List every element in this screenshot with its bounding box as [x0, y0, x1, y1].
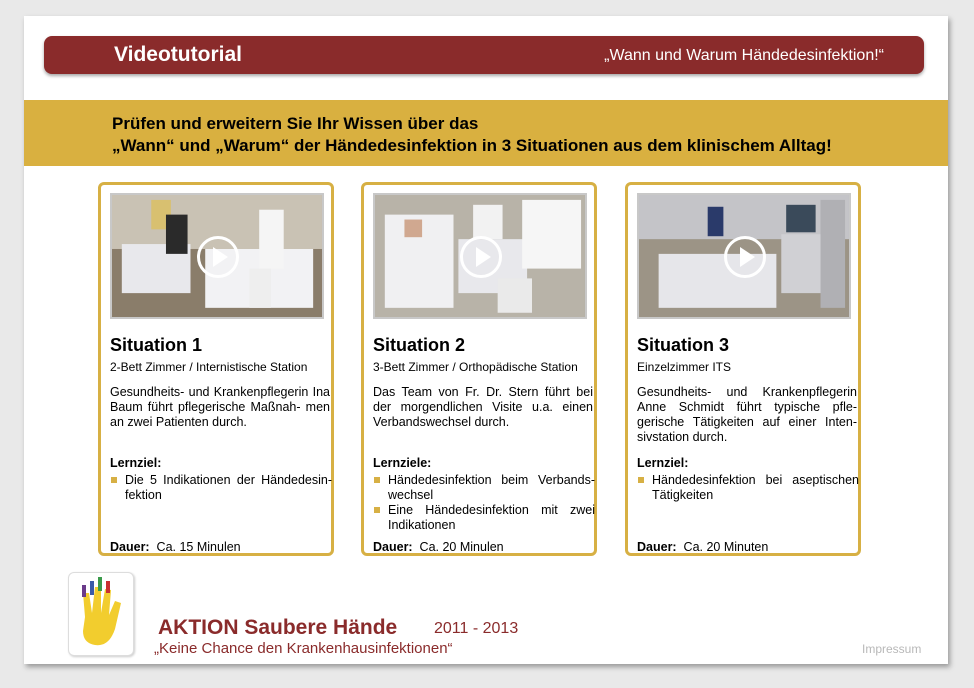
goal-list [373, 473, 595, 533]
situation-description: Gesundheits- und Krankenpflegerin Anne Schmidt führt typische pfle- gerische Tätigkeiten auf einer Inten- sivstation durch. [637, 385, 857, 444]
goal-list [637, 473, 859, 503]
bullet-icon [374, 507, 380, 513]
duration-label: Dauer: [373, 540, 413, 554]
footer-years: 2011 - 2013 [434, 620, 519, 637]
intro-band [24, 100, 948, 166]
duration [637, 540, 768, 554]
play-icon[interactable] [724, 236, 766, 278]
list-item [373, 473, 595, 503]
page-title: Videotutorial [114, 43, 242, 66]
list-item [110, 473, 332, 503]
situation-description: Das Team von Fr. Dr. Stern führt bei der morgendlichen Visite u.a. einen Verbandswechsel durch. [373, 385, 593, 429]
video-thumbnail-2[interactable] [373, 193, 587, 319]
situation-card-3[interactable] [625, 182, 861, 556]
page-subtitle: „Wann und Warum Händedesinfektion!“ [604, 47, 884, 64]
video-thumbnail-1[interactable] [110, 193, 324, 319]
page [24, 16, 948, 664]
impressum-link[interactable]: Impressum [862, 642, 922, 656]
situation-card-2[interactable] [361, 182, 597, 556]
duration [373, 540, 504, 554]
goal-list [110, 473, 332, 503]
duration-label: Dauer: [637, 540, 677, 554]
footer-title: AKTION Saubere Hände [158, 616, 398, 639]
duration-value: Ca. 20 Minuten [683, 540, 769, 554]
room-label: 2-Bett Zimmer / Internistische Station [110, 360, 308, 374]
duration-value: Ca. 20 Minulen [419, 540, 504, 554]
duration-label: Dauer: [110, 540, 150, 554]
play-icon[interactable] [197, 236, 239, 278]
goal-text: Eine Händedesinfektion mit zwei Indikationen [388, 503, 595, 532]
intro-line-1: Prüfen und erweitern Sie Ihr Wissen über das [112, 114, 479, 133]
footer-slogan: „Keine Chance den Krankenhausinfektionen“ [154, 640, 453, 657]
list-item [637, 473, 859, 503]
situation-title: Situation 2 [373, 335, 466, 355]
header-bar [44, 36, 924, 74]
room-label: Einzelzimmer ITS [637, 360, 732, 374]
video-thumbnail-3[interactable] [637, 193, 851, 319]
goal-text: Die 5 Indikationen der Händedesin- fektion [125, 473, 332, 502]
room-label: 3-Bett Zimmer / Orthopädische Station [373, 360, 578, 374]
goal-label: Lernziel: [110, 456, 162, 470]
goal-label: Lernziel: [637, 456, 689, 470]
hand-logo-image [69, 573, 133, 655]
situation-title: Situation 1 [110, 335, 203, 355]
hand-logo-icon [68, 572, 134, 656]
duration-value: Ca. 15 Minulen [156, 540, 241, 554]
goal-text: Händedesinfektion bei aseptischen Tätigkeiten [652, 473, 859, 502]
goal-label: Lernziele: [373, 456, 432, 470]
bullet-icon [374, 477, 380, 483]
bullet-icon [638, 477, 644, 483]
duration [110, 540, 241, 554]
situation-card-1[interactable] [98, 182, 334, 556]
intro-line-2: „Wann“ und „Warum“ der Händedesinfektion in 3 Situationen aus dem klinischem Alltag! [112, 136, 832, 155]
bullet-icon [111, 477, 117, 483]
situation-title: Situation 3 [637, 335, 730, 355]
situation-description: Gesundheits- und Krankenpflegerin Ina Baum führt pflegerische Maßnah- men an zwei Patienten durch. [110, 385, 330, 429]
list-item [373, 503, 595, 533]
goal-text: Händedesinfektion beim Verbands- wechsel [388, 473, 595, 502]
play-icon[interactable] [460, 236, 502, 278]
